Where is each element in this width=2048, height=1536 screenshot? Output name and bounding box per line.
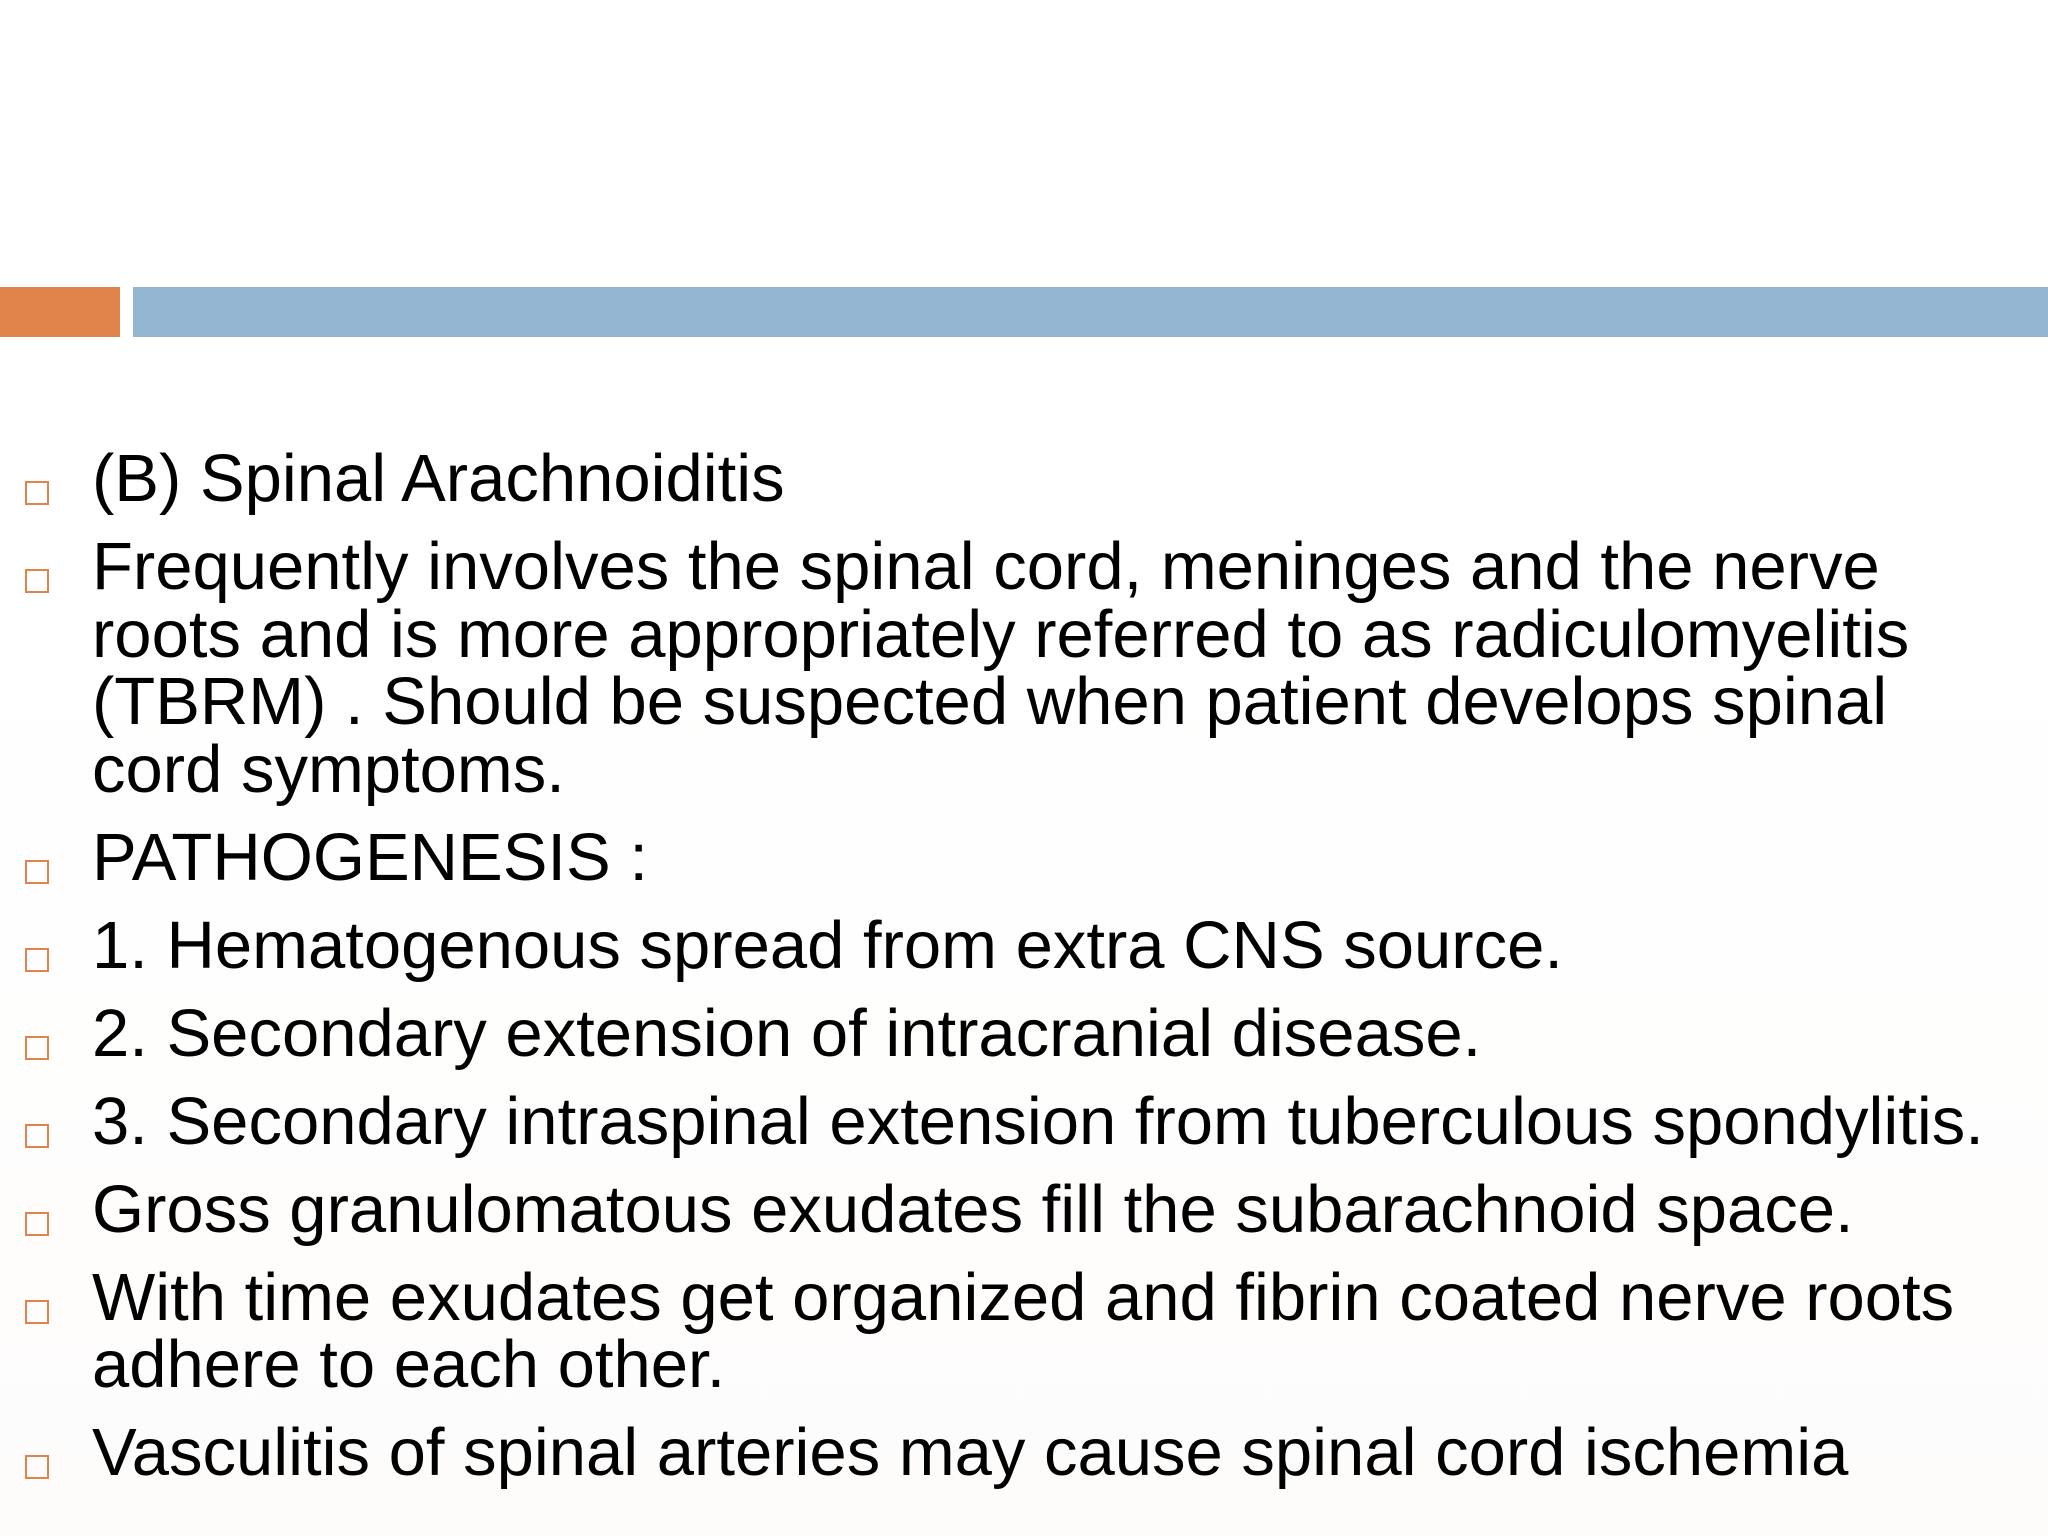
bullet-text: With time exudates get organized and fibrin coated nerve roots adhere to each other. — [92, 1259, 1955, 1402]
square-bullet-icon — [25, 569, 49, 593]
bullet-item — [0, 1259, 2048, 1402]
bullet-text: (B) Spinal Arachnoiditis — [92, 441, 785, 516]
square-bullet-icon — [25, 1300, 49, 1324]
bullet-list — [0, 441, 2048, 1507]
square-bullet-icon — [25, 1212, 49, 1236]
bullet-item — [0, 529, 2048, 807]
bullet-item — [0, 819, 2048, 895]
bullet-item — [0, 1171, 2048, 1247]
header-accent-bar-orange — [0, 287, 120, 337]
bullet-text: 1. Hematogenous spread from extra CNS source. — [92, 907, 1563, 983]
header-accent-bar-blue — [133, 287, 2048, 337]
square-bullet-icon — [25, 1036, 49, 1060]
bullet-item — [0, 1083, 2048, 1159]
bullet-item — [0, 441, 2048, 516]
bullet-item — [0, 907, 2048, 983]
bullet-text: 2. Secondary extension of intracranial disease. — [92, 995, 1482, 1071]
bullet-item — [0, 995, 2048, 1071]
bullet-text: Gross granulomatous exudates fill the subarachnoid space. — [92, 1171, 1854, 1247]
bullet-text: Vasculitis of spinal arteries may cause spinal cord ischemia — [92, 1415, 1849, 1490]
square-bullet-icon — [25, 860, 49, 884]
square-bullet-icon — [25, 948, 49, 972]
bullet-text: 3. Secondary intraspinal extension from tuberculous spondylitis. — [92, 1083, 1984, 1159]
square-bullet-icon — [25, 1455, 49, 1479]
square-bullet-icon — [25, 1124, 49, 1148]
bullet-text: Frequently involves the spinal cord, meninges and the nerve roots and is more appropriately referred to as radiculomyelitis (TBRM) . Should be suspected when patient develops spinal cord symptoms. — [92, 529, 1910, 807]
square-bullet-icon — [25, 481, 49, 505]
bullet-text: PATHOGENESIS : — [92, 819, 648, 895]
bullet-item — [0, 1415, 2048, 1490]
